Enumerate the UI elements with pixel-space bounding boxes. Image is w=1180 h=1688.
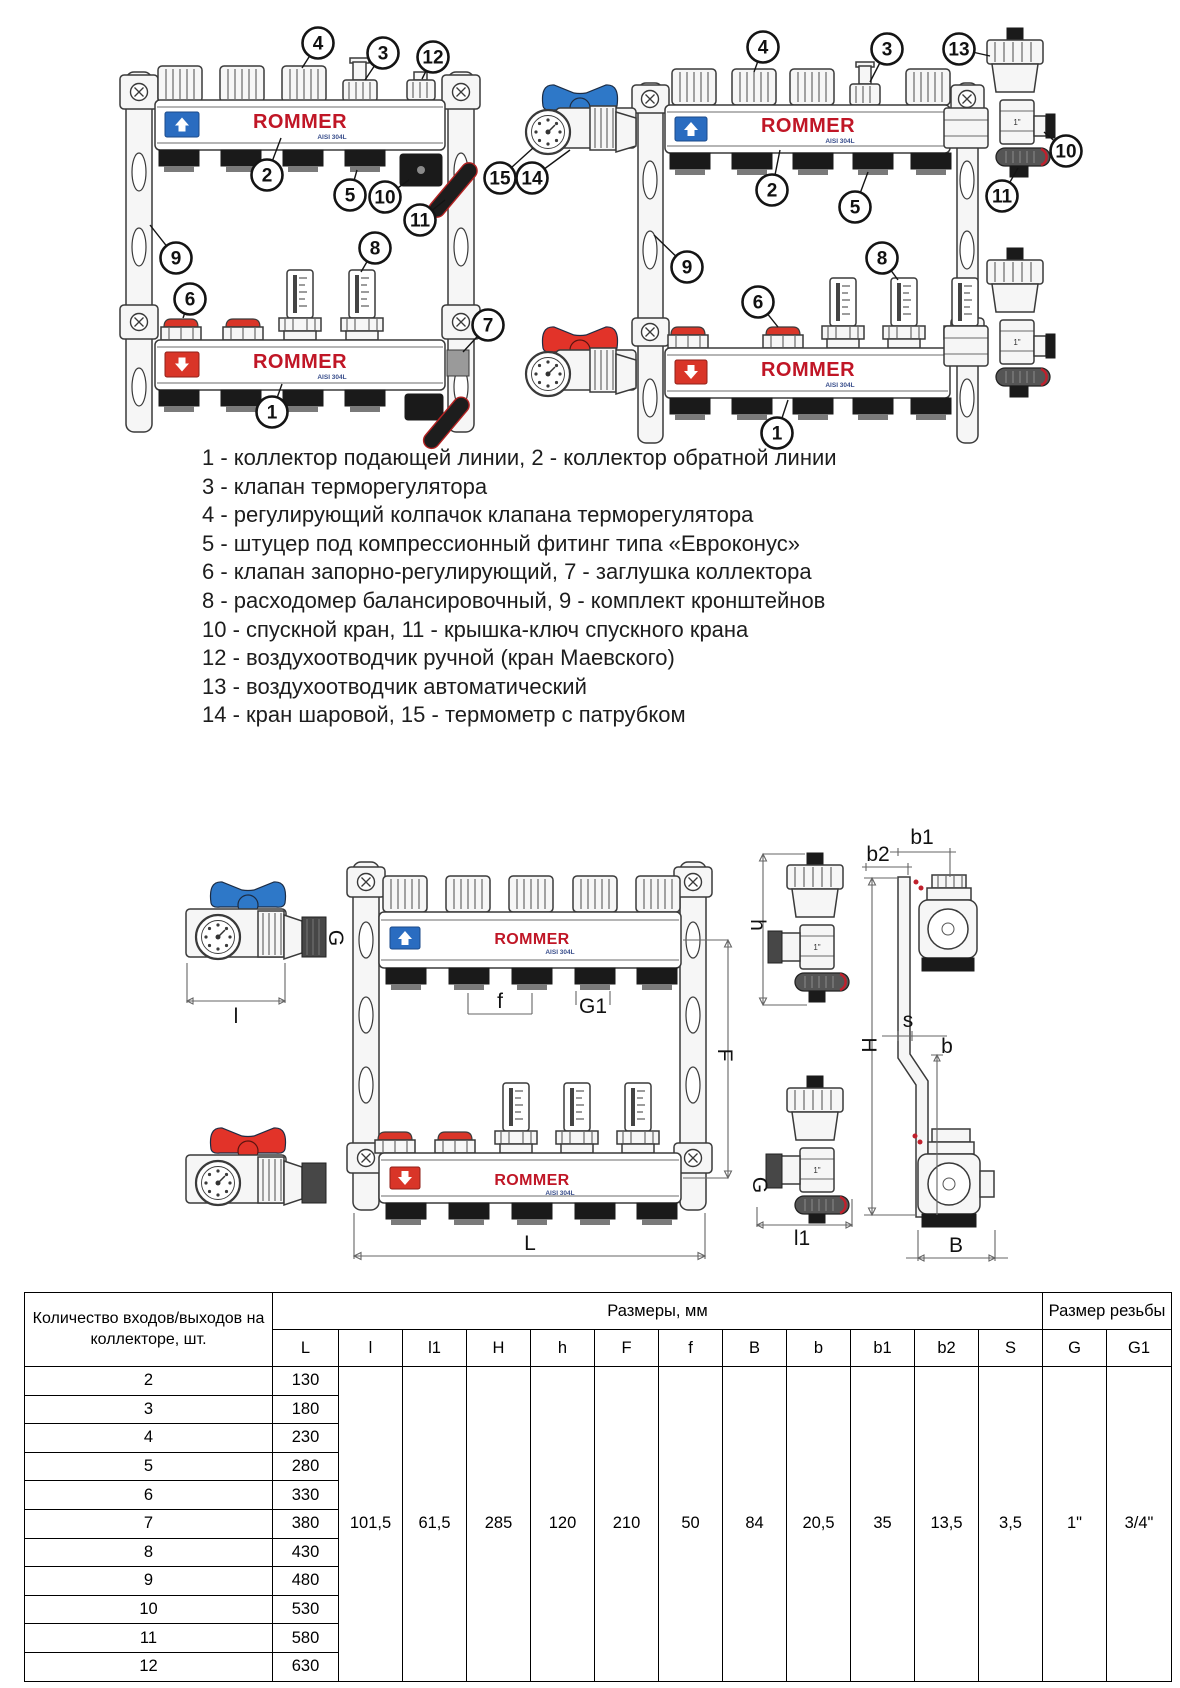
table-cell: 130 — [273, 1367, 339, 1396]
column-header: h — [531, 1330, 595, 1367]
table-cell: 8 — [25, 1538, 273, 1567]
euroconus-outlet — [793, 398, 833, 420]
thermometer — [526, 110, 570, 154]
dimensional-drawing — [150, 755, 1030, 1285]
steel-grade-label: AISI 304L — [317, 134, 347, 141]
callout-11 — [405, 200, 446, 236]
legend-line: 6 - клапан запорно-регулирующий, 7 - заглушка коллектора — [202, 559, 812, 585]
regulating-cap — [790, 69, 834, 105]
table-cell: 6 — [25, 1481, 273, 1510]
steel-grade-label: AISI 304L — [545, 1190, 575, 1197]
parts-legend — [202, 444, 837, 730]
svg-text:5: 5 — [849, 197, 861, 219]
svg-text:11: 11 — [409, 210, 431, 232]
table-cell-shared: 13,5 — [915, 1367, 979, 1682]
table-cell: 430 — [273, 1538, 339, 1567]
table-cell: 3 — [25, 1395, 273, 1424]
callout-13 — [944, 34, 991, 65]
column-header: L — [273, 1330, 339, 1367]
svg-text:5: 5 — [344, 185, 356, 207]
euroconus-outlet — [283, 390, 323, 412]
column-header: b — [787, 1330, 851, 1367]
manifold-diagram-right — [478, 20, 1093, 452]
callout-5 — [840, 172, 871, 223]
table-cell: 12 — [25, 1652, 273, 1681]
callout-4 — [748, 32, 779, 73]
svg-text:8: 8 — [369, 238, 381, 260]
table-row — [25, 1367, 1172, 1396]
flow-meter — [341, 270, 383, 340]
drain-ring — [996, 148, 1050, 166]
euroconus-outlet — [670, 153, 710, 175]
steel-grade-label: AISI 304L — [317, 374, 347, 381]
brand-logo: ROMMER — [760, 359, 856, 381]
collector-bar-top — [665, 105, 950, 153]
svg-text:b: b — [941, 1035, 953, 1058]
thermostatic-valve — [850, 62, 880, 105]
brand-logo: ROMMER — [252, 351, 348, 373]
steel-grade-label: AISI 304L — [825, 138, 855, 145]
table-cell-shared: 3,5 — [979, 1367, 1043, 1682]
column-header: b1 — [851, 1330, 915, 1367]
steel-grade-label: AISI 304L — [545, 949, 575, 956]
regulating-cap — [282, 66, 326, 102]
svg-text:9: 9 — [681, 257, 693, 279]
drain-ring — [996, 368, 1050, 386]
table-cell-shared: 101,5 — [339, 1367, 403, 1682]
svg-text:6: 6 — [184, 289, 196, 311]
svg-text:B: B — [948, 1234, 964, 1257]
regulating-cap — [906, 69, 950, 105]
svg-text:h: h — [746, 919, 769, 931]
table-cell: 2 — [25, 1367, 273, 1396]
euroconus-outlet — [732, 398, 772, 420]
ball-valve-blue — [526, 85, 636, 154]
brand-logo: ROMMER — [494, 931, 570, 948]
callout-6 — [175, 284, 206, 319]
table-cell: 380 — [273, 1509, 339, 1538]
table-group-row — [25, 1293, 1172, 1330]
table-cell: 5 — [25, 1452, 273, 1481]
euroconus-outlet — [853, 153, 893, 175]
callout-3 — [870, 34, 903, 83]
euroconus-outlet — [911, 153, 951, 175]
svg-text:s: s — [902, 1009, 914, 1032]
svg-text:7: 7 — [482, 315, 494, 337]
column-header: H — [467, 1330, 531, 1367]
regulating-cap — [220, 66, 264, 102]
svg-text:1: 1 — [771, 423, 783, 445]
euroconus-outlet — [221, 390, 261, 412]
legend-line: 14 - кран шаровой, 15 - термометр с патрубком — [202, 702, 686, 728]
bracket-rail-left — [632, 83, 669, 443]
table-cell-shared: 50 — [659, 1367, 723, 1682]
table-cell: 9 — [25, 1567, 273, 1596]
table-cell: 580 — [273, 1624, 339, 1653]
euroconus-outlet — [670, 398, 710, 420]
legend-line: 12 - воздухоотводчик ручной (кран Маевского) — [202, 645, 675, 671]
dim-G1 — [576, 991, 610, 1018]
dim-G-bottom: G — [748, 1176, 771, 1194]
dim-B — [906, 1230, 1008, 1261]
svg-text:f: f — [497, 990, 503, 1013]
ball-valve-red — [526, 327, 636, 396]
regulating-cap — [732, 69, 776, 105]
legend-line: 8 - расходомер балансировочный, 9 - комплект кронштейнов — [202, 587, 826, 613]
air-vent-assembly-top — [768, 853, 849, 1002]
table-cell-shared: 20,5 — [787, 1367, 851, 1682]
column-header: b2 — [915, 1330, 979, 1367]
flow-meter — [822, 278, 864, 348]
column-header: f — [659, 1330, 723, 1367]
col1-header: Количество входов/выходов на коллекторе, шт. — [25, 1293, 273, 1367]
callout-9 — [150, 225, 192, 274]
column-header: S — [979, 1330, 1043, 1367]
table-cell: 11 — [25, 1624, 273, 1653]
regulating-cap — [672, 69, 716, 105]
svg-text:13: 13 — [948, 39, 970, 61]
legend-line: 13 - воздухоотводчик автоматический — [202, 673, 587, 699]
legend-line: 3 - клапан терморегулятора — [202, 473, 488, 499]
dim-f — [468, 990, 532, 1014]
svg-text:1: 1 — [266, 402, 278, 424]
euroconus-outlet — [159, 390, 199, 412]
legend-line: 10 - спускной кран, 11 - крышка-ключ спускного крана — [202, 616, 749, 642]
table-cell: 480 — [273, 1567, 339, 1596]
callout-8 — [867, 243, 899, 281]
svg-text:3: 3 — [377, 43, 389, 65]
svg-text:12: 12 — [422, 47, 444, 69]
ball-valve-red-detail — [186, 1128, 326, 1205]
svg-text:2: 2 — [766, 180, 778, 202]
euroconus-outlet — [345, 390, 385, 412]
euroconus-outlet — [853, 398, 893, 420]
euroconus-outlet — [159, 150, 199, 172]
svg-text:10: 10 — [374, 187, 396, 209]
group-header-sizes: Размеры, мм — [273, 1293, 1043, 1330]
bracket-rail-right — [442, 72, 480, 432]
table-cell: 7 — [25, 1509, 273, 1538]
svg-text:11: 11 — [991, 186, 1013, 208]
table-cell-shared: 120 — [531, 1367, 595, 1682]
table-cell: 630 — [273, 1652, 339, 1681]
dim-G-top: G — [324, 929, 347, 947]
svg-text:b2: b2 — [866, 843, 890, 866]
table-cell: 180 — [273, 1395, 339, 1424]
dim-b1 — [890, 826, 956, 877]
flow-meter — [279, 270, 321, 340]
table-cell-shared: 35 — [851, 1367, 915, 1682]
svg-text:L: L — [524, 1232, 536, 1255]
table-cell: 10 — [25, 1595, 273, 1624]
union-nut — [590, 348, 616, 392]
shutoff-valve-cap — [763, 327, 803, 348]
svg-text:b1: b1 — [910, 826, 934, 849]
svg-text:4: 4 — [757, 37, 769, 59]
euroconus-outlet — [345, 150, 385, 172]
legend-line: 1 - коллектор подающей линии, 2 - коллектор обратной линии — [202, 445, 837, 470]
table-cell: 230 — [273, 1424, 339, 1453]
collector-bar-bottom — [665, 348, 950, 398]
callout-10 — [370, 180, 410, 213]
table-cell-shared: 61,5 — [403, 1367, 467, 1682]
dim-b2 — [862, 843, 912, 875]
callout-8 — [360, 233, 391, 273]
callout-3 — [365, 38, 399, 81]
svg-text:2: 2 — [261, 165, 273, 187]
collector-bar-top — [155, 100, 445, 150]
euroconus-outlet — [283, 150, 323, 172]
column-header: F — [595, 1330, 659, 1367]
callout-4 — [302, 28, 334, 69]
collector-bar-bottom — [155, 340, 445, 390]
svg-text:l: l — [233, 1005, 239, 1028]
svg-text:15: 15 — [489, 168, 511, 190]
shutoff-valve-cap — [223, 319, 263, 340]
dim-l — [187, 963, 285, 1028]
steel-grade-label: AISI 304L — [825, 382, 855, 389]
table-cell-shared: 285 — [467, 1367, 531, 1682]
column-header: l — [339, 1330, 403, 1367]
bracket-rail-left — [120, 72, 158, 432]
svg-text:3: 3 — [881, 39, 893, 61]
svg-text:4: 4 — [312, 33, 324, 55]
svg-text:14: 14 — [521, 168, 543, 190]
euroconus-outlet — [732, 153, 772, 175]
ball-valve-blue-detail — [186, 882, 326, 959]
table-cell-shared: 1" — [1043, 1367, 1107, 1682]
table-cell: 280 — [273, 1452, 339, 1481]
svg-text:H: H — [857, 1037, 880, 1053]
column-header: l1 — [403, 1330, 467, 1367]
column-header: G1 — [1107, 1330, 1172, 1367]
table-cell: 330 — [273, 1481, 339, 1510]
union-nut — [590, 106, 616, 150]
brand-logo: ROMMER — [494, 1172, 570, 1189]
dimensions-table — [24, 1292, 1172, 1682]
dimensions-table-wrap — [24, 1292, 1172, 1682]
group-header-thread: Размер резьбы — [1043, 1293, 1172, 1330]
manifold-diagram-left: 1" ROMMER AISI 304L ROMMER AISI 304L 4 3 12 2 5 10 11 9 6 8 7 1 — [95, 22, 510, 452]
table-body — [25, 1367, 1172, 1682]
collector-plug — [447, 350, 469, 376]
regulating-cap — [158, 66, 202, 102]
svg-text:8: 8 — [876, 248, 888, 270]
table-cell-shared: 210 — [595, 1367, 659, 1682]
column-header: B — [723, 1330, 787, 1367]
table-cell: 4 — [25, 1424, 273, 1453]
svg-text:G1: G1 — [578, 995, 608, 1018]
svg-text:10: 10 — [1055, 141, 1077, 163]
shutoff-valve-cap — [668, 327, 708, 348]
svg-text:F: F — [713, 1048, 736, 1062]
dim-s — [882, 1009, 947, 1041]
svg-text:9: 9 — [170, 248, 182, 270]
manual-air-vent — [407, 72, 435, 100]
euroconus-outlet — [911, 398, 951, 420]
callout-5 — [335, 170, 366, 211]
brand-logo: ROMMER — [760, 115, 856, 137]
callout-6 — [743, 287, 779, 328]
euroconus-outlet — [793, 153, 833, 175]
table-cell: 530 — [273, 1595, 339, 1624]
thermometer — [526, 352, 570, 396]
svg-text:l1: l1 — [793, 1227, 811, 1250]
legend-line: 4 - регулирующий колпачок клапана терморегулятора — [202, 502, 754, 528]
table-cell-shared: 84 — [723, 1367, 787, 1682]
shutoff-valve-cap — [161, 319, 201, 340]
manifold-front-view — [347, 862, 712, 1225]
legend-line: 5 - штуцер под компрессионный фитинг типа «Евроконус» — [202, 530, 800, 556]
brand-logo: ROMMER — [252, 111, 348, 133]
flow-meter — [883, 278, 925, 348]
svg-text:6: 6 — [752, 292, 764, 314]
column-header: G — [1043, 1330, 1107, 1367]
air-vent-assembly-bottom — [766, 1076, 849, 1223]
drain-valve-bottom — [405, 394, 443, 420]
table-cell-shared: 3/4" — [1107, 1367, 1172, 1682]
